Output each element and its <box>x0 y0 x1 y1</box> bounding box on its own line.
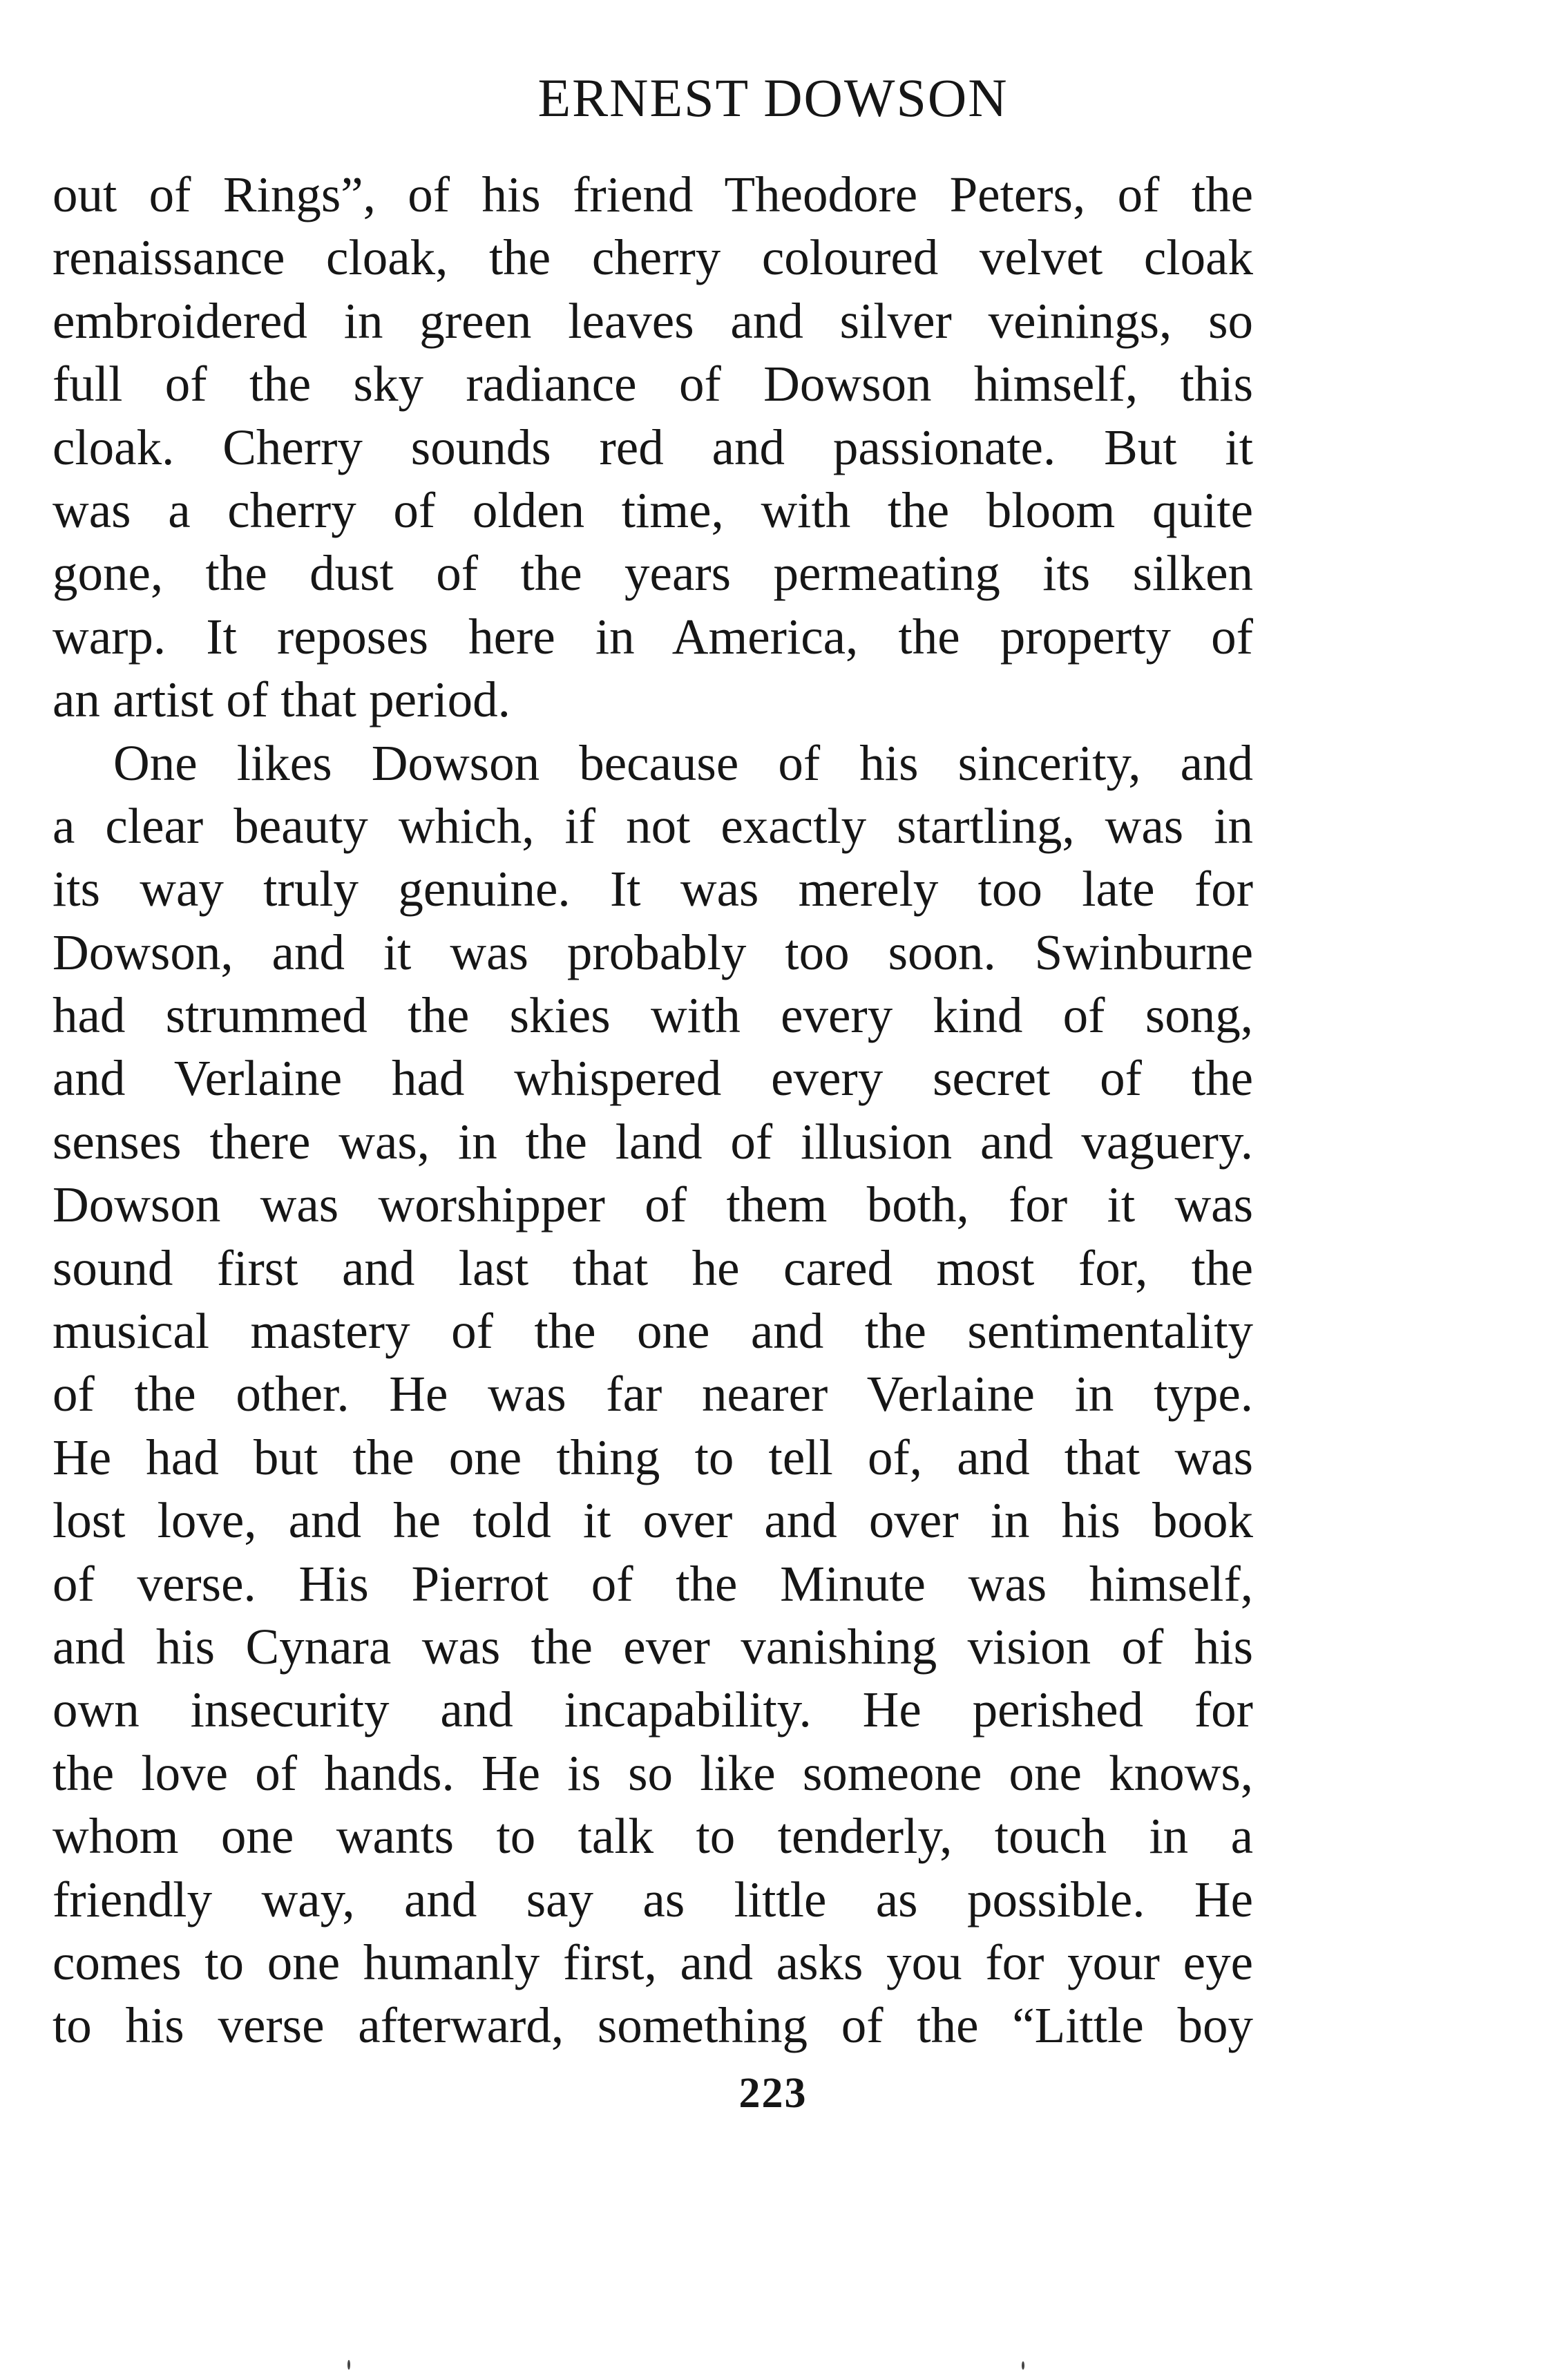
text-line: and his Cynara was the ever vanishing vision of his <box>53 1618 1253 1675</box>
text-line: lost love, and he told it over and over in his book <box>53 1492 1253 1549</box>
text-line: embroidered in green leaves and silver veinings, so <box>53 292 1253 349</box>
text-line: senses there was, in the land of illusion and vaguery. <box>53 1113 1253 1170</box>
body-text <box>53 163 1253 2057</box>
text-line: friendly way, and say as little as possible. He <box>53 1871 1253 1927</box>
text-line: Dowson, and it was probably too soon. Swinburne <box>53 924 1253 980</box>
page-number: 223 <box>738 2070 808 2117</box>
paragraph-last-line: an artist of that period. <box>53 672 510 728</box>
running-head: ERNEST DOWSON <box>537 68 1009 128</box>
text-line: He had but the one thing to tell of, and that was <box>53 1429 1253 1485</box>
text-line: comes to one humanly first, and asks you for your eye <box>53 1934 1253 1990</box>
text-line: musical mastery of the one and the sentimentality <box>53 1303 1253 1360</box>
text-line: renaissance cloak, the cherry coloured velvet cloak <box>53 229 1253 286</box>
text-line: and Verlaine had whispered every secret of the <box>53 1050 1253 1107</box>
text-line: sound first and last that he cared most for, the <box>53 1239 1253 1296</box>
scan-speck <box>1022 2361 1024 2370</box>
text-line: Dowson was worshipper of them both, for it was <box>53 1177 1253 1233</box>
text-line: gone, the dust of the years permeating its silken <box>53 545 1253 602</box>
text-line: out of Rings”, of his friend Theodore Peters, of the <box>53 166 1253 222</box>
scan-speck <box>347 2360 350 2370</box>
text-line: whom one wants to talk to tenderly, touch in a <box>53 1808 1253 1865</box>
text-line: of the other. He was far nearer Verlaine in type. <box>53 1366 1253 1422</box>
text-line: own insecurity and incapability. He perished for <box>53 1682 1253 1738</box>
text-line: cloak. Cherry sounds red and passionate. But it <box>53 419 1253 475</box>
paragraph-first-line: One likes Dowson because of his sincerity, and <box>113 734 1253 791</box>
text-line: warp. It reposes here in America, the property of <box>53 608 1253 665</box>
text-line: of verse. His Pierrot of the Minute was himself, <box>53 1555 1253 1612</box>
text-line: a clear beauty which, if not exactly startling, was in <box>53 797 1253 854</box>
text-line: the love of hands. He is so like someone one knows, <box>53 1744 1253 1801</box>
text-line: full of the sky radiance of Dowson himself, this <box>53 356 1253 412</box>
text-line: was a cherry of olden time, with the bloom quite <box>53 482 1253 538</box>
text-line: had strummed the skies with every kind of song, <box>53 987 1253 1044</box>
text-line: to his verse afterward, something of the “Little boy <box>53 1997 1253 2054</box>
text-line: its way truly genuine. It was merely too late for <box>53 861 1253 917</box>
